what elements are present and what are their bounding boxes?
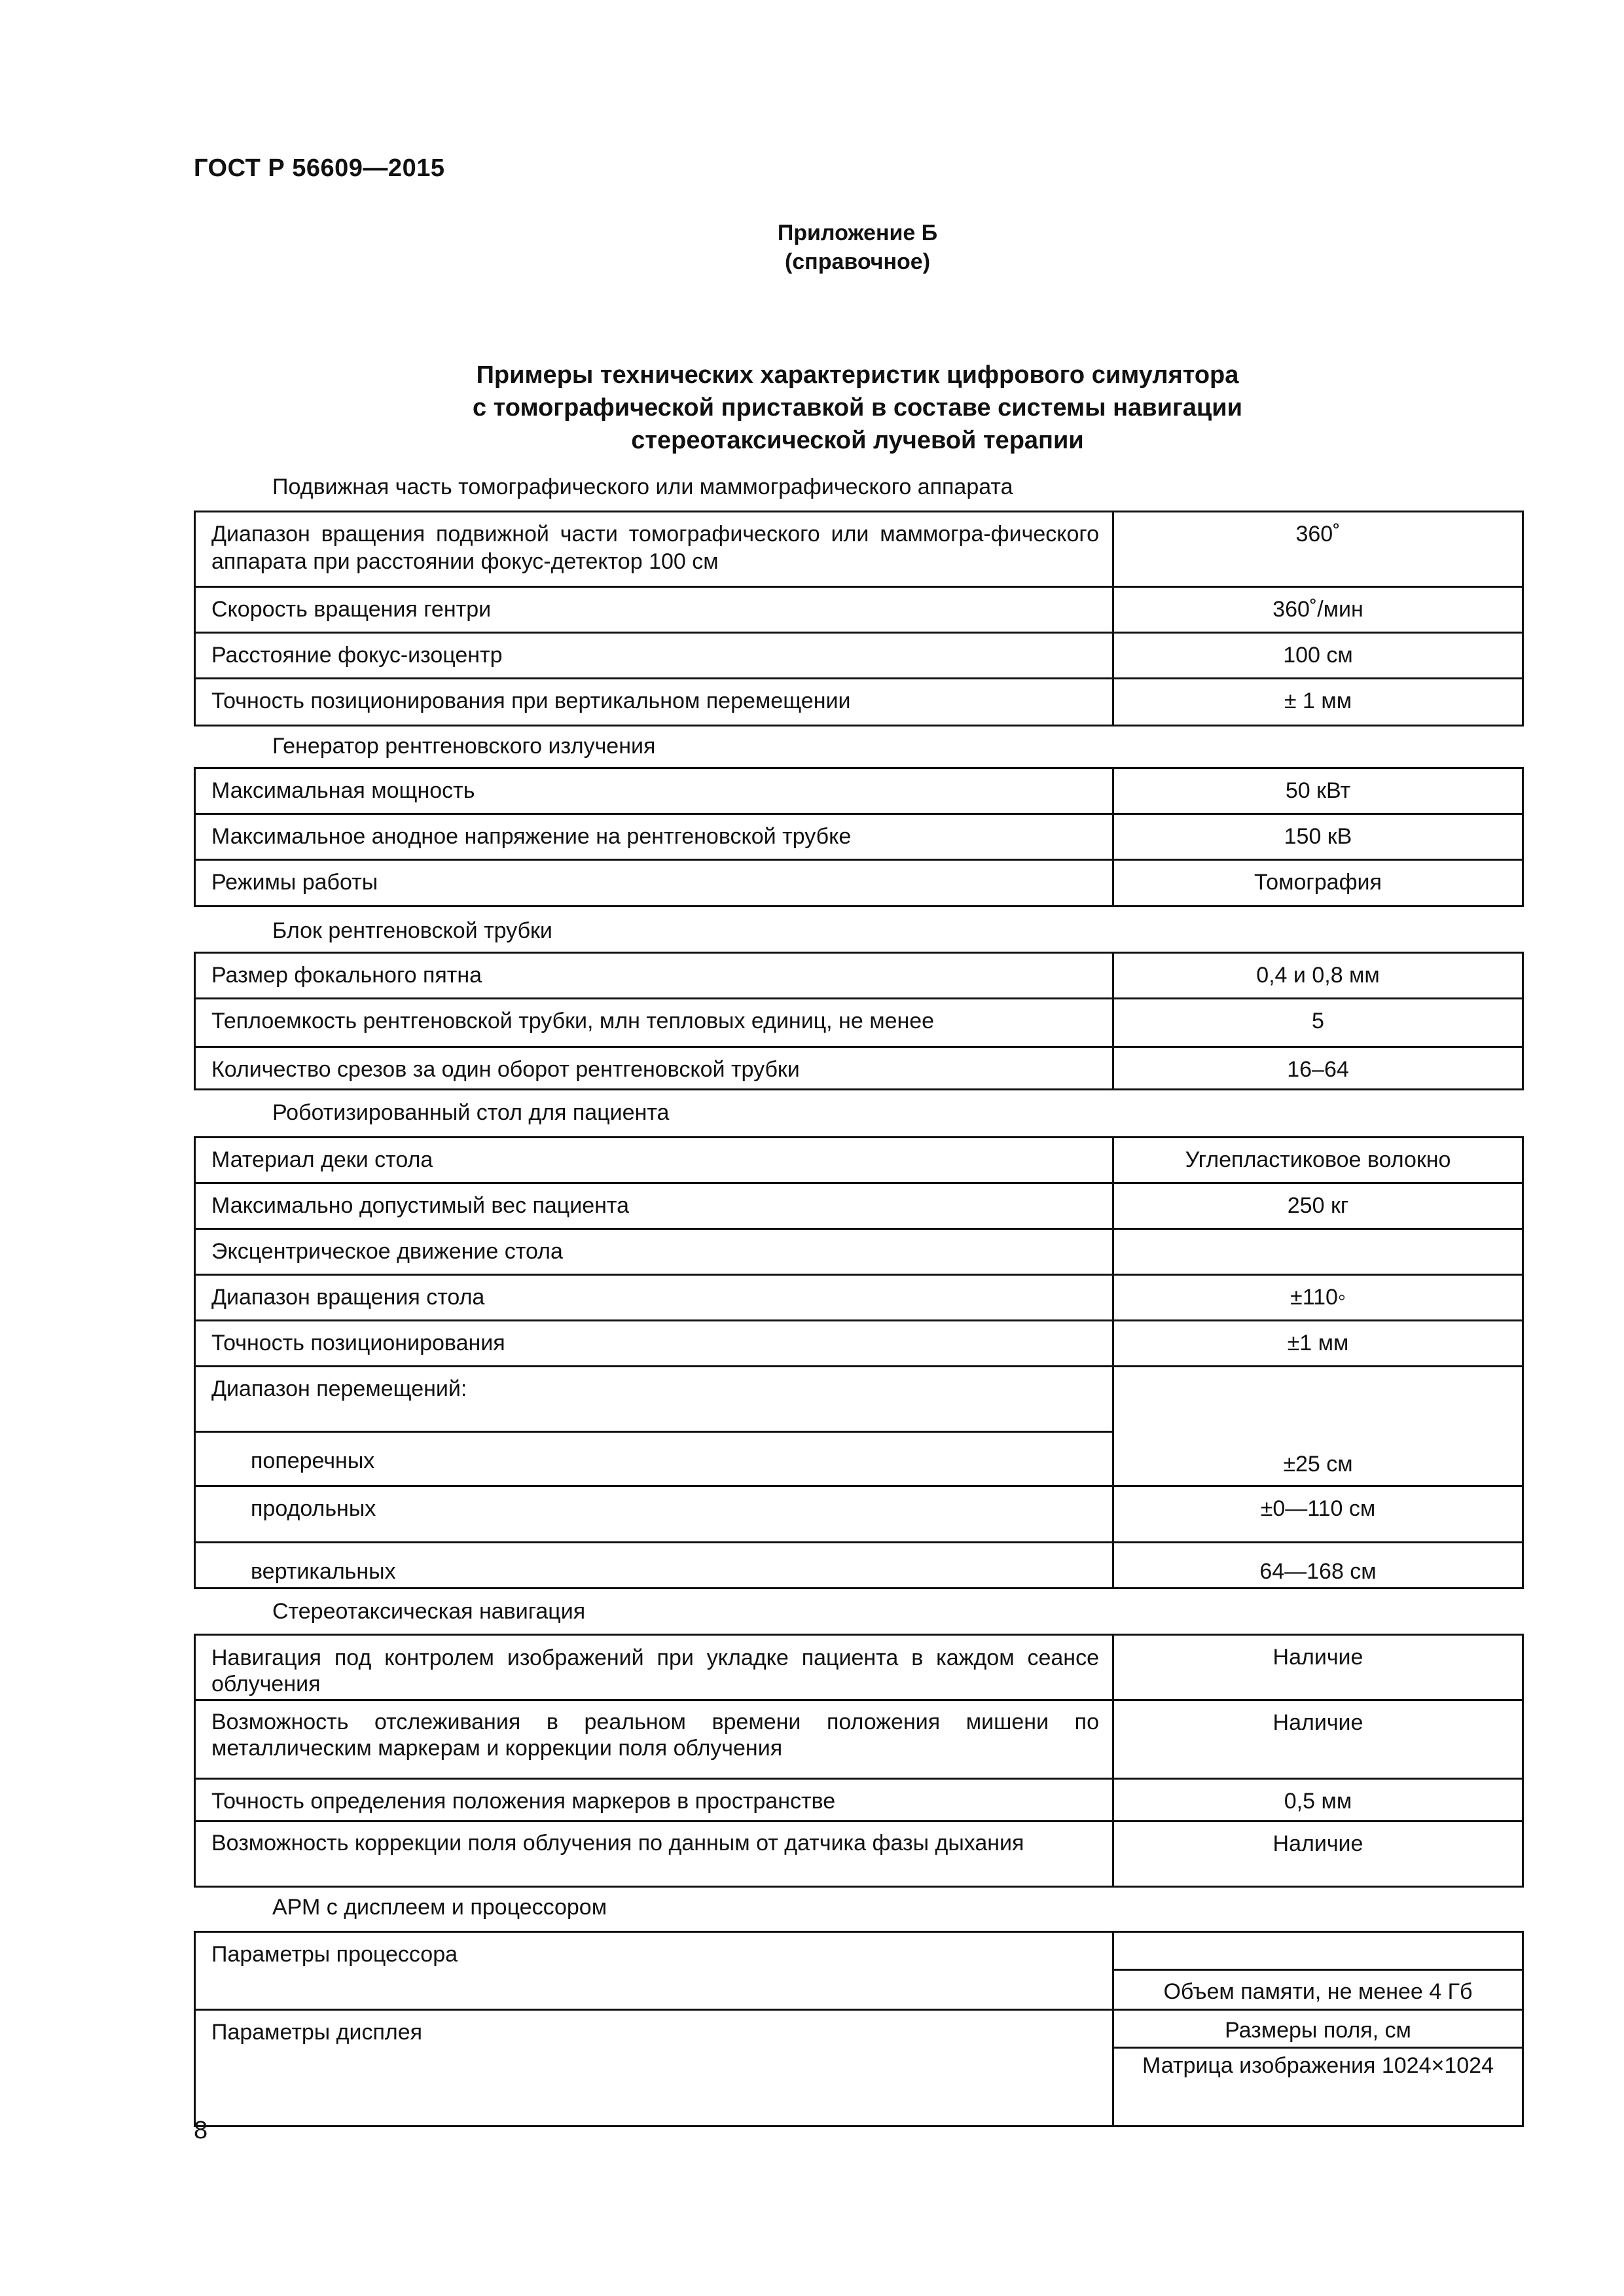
- table-row: [194, 1046, 1524, 1090]
- table-row: [194, 813, 1524, 861]
- table-row: [194, 2009, 1524, 2127]
- value-subcell: Объем памяти, не менее 4 Гб: [1163, 1979, 1473, 2004]
- value-cell: 360˚/мин: [1112, 586, 1524, 634]
- table-row: [194, 1431, 1524, 1487]
- param-cell: Расстояние фокус-изоцентр: [194, 632, 1114, 679]
- param-cell: Скорость вращения гентри: [194, 586, 1114, 634]
- table-row: [194, 767, 1524, 815]
- param-cell: Точность позиционирования: [194, 1319, 1114, 1367]
- value-cell: ±1 мм: [1112, 1319, 1524, 1367]
- table-row: [194, 1485, 1524, 1543]
- param-cell: Количество срезов за один оборот рентгеновской трубки: [194, 1046, 1114, 1090]
- param-cell: Режимы работы: [194, 859, 1114, 907]
- param-cell: Максимальное анодное напряжение на рентгеновской трубке: [194, 813, 1114, 861]
- table-row: [194, 632, 1524, 679]
- value-cell: [1112, 1365, 1524, 1433]
- value-cell: ±0—110 см: [1112, 1485, 1524, 1543]
- section-heading: Генератор рентгеновского излучения: [272, 734, 656, 759]
- param-cell: Возможность коррекции поля облучения по данным от датчика фазы дыхания: [194, 1820, 1114, 1888]
- param-cell: Эксцентрическое движение стола: [194, 1228, 1114, 1276]
- value-cell: 0,5 мм: [1112, 1778, 1524, 1822]
- table-row: [194, 677, 1524, 726]
- table-row: [194, 1319, 1524, 1367]
- param-cell: Диапазон вращения подвижной части томографического или маммогра-фического аппарата при расстоянии фокус-детектор 100 см: [194, 511, 1114, 588]
- param-cell: Параметры дисплея: [194, 2009, 1114, 2127]
- value-cell: [1112, 1931, 1524, 2011]
- table-row: [194, 859, 1524, 907]
- page-number: 8: [194, 2117, 208, 2144]
- value-subcell: Матрица изображения 1024×1024: [1142, 2053, 1494, 2078]
- value-cell: 5: [1112, 997, 1524, 1048]
- table-row: [194, 1182, 1524, 1230]
- param-cell: Размер фокального пятна: [194, 952, 1114, 999]
- section-heading: Стереотаксическая навигация: [272, 1599, 586, 1624]
- title-line: стереотаксической лучевой терапии: [631, 427, 1084, 454]
- param-cell: Навигация под контролем изображений при укладке пациента в каждом сеансе облучения: [194, 1634, 1114, 1701]
- param-cell: Теплоемкость рентгеновской трубки, млн тепловых единиц, не менее: [194, 997, 1114, 1048]
- param-cell: Максимальная мощность: [194, 767, 1114, 815]
- table-row: [194, 1365, 1524, 1433]
- table-row: [194, 1541, 1524, 1589]
- param-cell: Диапазон вращения стола: [194, 1274, 1114, 1321]
- value-cell: ± 1 мм: [1112, 677, 1524, 726]
- param-cell: Возможность отслеживания в реальном времени положения мишени по металлическим маркерам и коррекции поля облучения: [194, 1699, 1114, 1780]
- value-cell: Углепластиковое волокно: [1112, 1136, 1524, 1184]
- value-cell: [1112, 1228, 1524, 1276]
- appendix-heading: [655, 219, 1060, 276]
- param-cell: продольных: [194, 1485, 1114, 1543]
- value-cell: [1112, 2009, 1524, 2127]
- param-cell: Точность позиционирования при вертикальном перемещении: [194, 677, 1114, 726]
- table-row: [194, 1778, 1524, 1822]
- param-cell: поперечных: [194, 1431, 1114, 1487]
- param-cell: Точность определения положения маркеров в пространстве: [194, 1778, 1114, 1822]
- table-row: [194, 1136, 1524, 1184]
- table-row: [194, 1820, 1524, 1888]
- table-row: [194, 1274, 1524, 1321]
- value-cell: 150 кВ: [1112, 813, 1524, 861]
- value-cell: 360˚: [1112, 511, 1524, 588]
- value-cell: 50 кВт: [1112, 767, 1524, 815]
- value-subcell: [1114, 1933, 1522, 1971]
- title-line: с томографической приставкой в составе системы навигации: [472, 394, 1243, 422]
- section-heading: Подвижная часть томографического или маммографического аппарата: [272, 475, 1013, 499]
- value-cell: ±25 см: [1112, 1431, 1524, 1487]
- value-cell: 64—168 см: [1112, 1541, 1524, 1589]
- section-heading: Роботизированный стол для пациента: [272, 1100, 670, 1125]
- title-line: Примеры технических характеристик цифрового симулятора: [476, 361, 1239, 389]
- param-cell: Диапазон перемещений:: [194, 1365, 1114, 1433]
- table-row: [194, 1634, 1524, 1701]
- table-row: [194, 997, 1524, 1048]
- table-row: [194, 1931, 1524, 2011]
- param-cell: Максимально допустимый вес пациента: [194, 1182, 1114, 1230]
- param-cell: вертикальных: [194, 1541, 1114, 1589]
- value-cell: Томография: [1112, 859, 1524, 907]
- value-cell: 16–64: [1112, 1046, 1524, 1090]
- param-cell: Параметры процессора: [194, 1931, 1114, 2011]
- document-code: ГОСТ Р 56609—2015: [194, 154, 445, 182]
- table-row: [194, 1699, 1524, 1780]
- table-row: [194, 511, 1524, 588]
- value-cell: Наличие: [1112, 1820, 1524, 1888]
- value-cell: ±110◦: [1112, 1274, 1524, 1321]
- value-cell: Наличие: [1112, 1634, 1524, 1701]
- table-row: [194, 586, 1524, 634]
- appendix-note: (справочное): [784, 249, 931, 274]
- section-heading: АРМ с дисплеем и процессором: [272, 1895, 607, 1920]
- value-cell: 0,4 и 0,8 мм: [1112, 952, 1524, 999]
- param-cell: Материал деки стола: [194, 1136, 1114, 1184]
- document-title: [327, 359, 1388, 457]
- table-row: [194, 952, 1524, 999]
- value-cell: 250 кг: [1112, 1182, 1524, 1230]
- value-cell: Наличие: [1112, 1699, 1524, 1780]
- value-cell: 100 см: [1112, 632, 1524, 679]
- appendix-label: Приложение Б: [777, 221, 938, 245]
- value-subcell: Размеры поля, см: [1114, 2011, 1522, 2049]
- table-row: [194, 1228, 1524, 1276]
- section-heading: Блок рентгеновской трубки: [272, 918, 552, 943]
